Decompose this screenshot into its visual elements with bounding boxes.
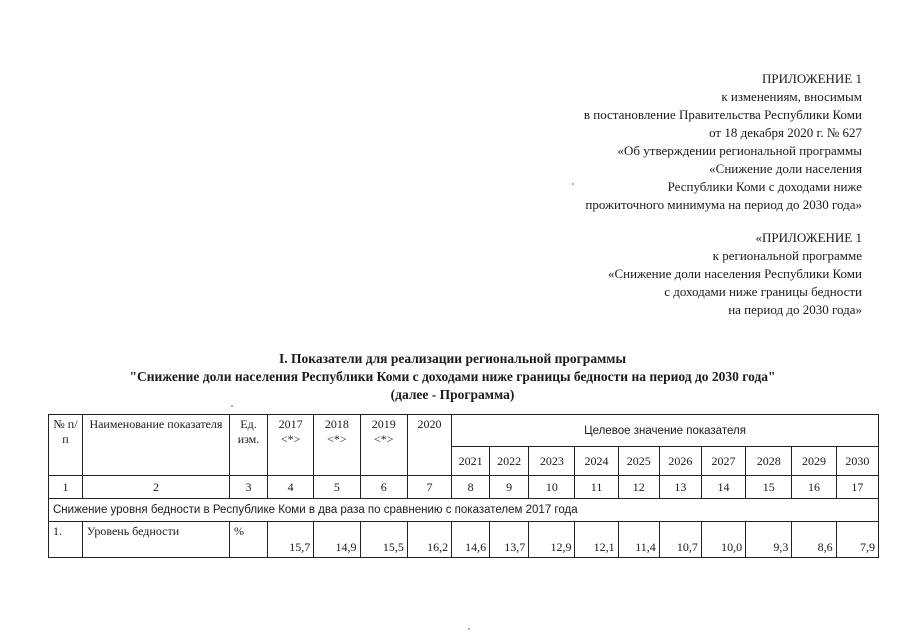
header-cell-name: Наименование показателя xyxy=(82,415,229,476)
heading-line: I. Показатели для реализации региональной программы xyxy=(279,351,626,366)
appendix-line: прожиточного минимума на период до 2030 года» xyxy=(585,197,862,212)
header-cell-unit: Ед. изм. xyxy=(229,415,267,476)
section-title-cell: Снижение уровня бедности в Республике Коми в два раза по сравнению с показателем 2017 года xyxy=(49,499,879,522)
value-cell: 15,5 xyxy=(360,522,407,558)
value-cell: 9,3 xyxy=(746,522,792,558)
column-number-cell: 17 xyxy=(836,476,878,499)
column-number-cell: 15 xyxy=(746,476,792,499)
header-cell-year: 2017 <*> xyxy=(268,415,314,476)
amendment-appendix-header xyxy=(584,70,862,214)
unit-cell: % xyxy=(229,522,267,558)
appendix-line: к региональной программе xyxy=(712,248,862,263)
target-year-cell: 2025 xyxy=(618,447,659,476)
target-year-cell: 2027 xyxy=(701,447,745,476)
header-cell-target: Целевое значение показателя xyxy=(452,415,879,447)
heading-line: "Снижение доли населения Республики Коми с доходами ниже границы бедности на период до 2030 года" xyxy=(129,369,776,384)
header-cell-number: № п/п xyxy=(49,415,83,476)
column-number-cell: 6 xyxy=(360,476,407,499)
program-appendix-header xyxy=(608,229,862,319)
header-cell-year: 2018 <*> xyxy=(314,415,360,476)
appendix-line: к изменениям, вносимым xyxy=(721,89,862,104)
value-cell: 10,7 xyxy=(659,522,701,558)
target-year-cell: 2023 xyxy=(529,447,575,476)
target-year-cell: 2029 xyxy=(792,447,836,476)
value-cell: 16,2 xyxy=(407,522,451,558)
target-year-cell: 2030 xyxy=(836,447,878,476)
value-cell: 10,0 xyxy=(701,522,745,558)
value-cell: 12,9 xyxy=(529,522,575,558)
appendix-line: в постановление Правительства Республики Коми xyxy=(583,107,862,122)
column-number-row xyxy=(49,476,879,499)
value-cell: 8,6 xyxy=(792,522,836,558)
value-cell: 13,7 xyxy=(490,522,529,558)
scan-speck xyxy=(572,183,574,185)
target-year-cell: 2021 xyxy=(452,447,490,476)
appendix-line: «Снижение доли населения Республики Коми xyxy=(608,266,862,281)
column-number-cell: 16 xyxy=(792,476,836,499)
header-cell-year: 2019 <*> xyxy=(360,415,407,476)
value-cell: 14,9 xyxy=(314,522,360,558)
appendix-line: с доходами ниже границы бедности xyxy=(664,284,862,299)
column-number-cell: 5 xyxy=(314,476,360,499)
column-number-cell: 14 xyxy=(701,476,745,499)
value-cell: 15,7 xyxy=(268,522,314,558)
column-number-cell: 12 xyxy=(618,476,659,499)
column-number-cell: 4 xyxy=(268,476,314,499)
column-number-cell: 7 xyxy=(407,476,451,499)
table-header-row xyxy=(49,415,879,447)
appendix-line: «Об утверждении региональной программы xyxy=(617,143,862,158)
section-heading xyxy=(0,350,905,404)
column-number-cell: 2 xyxy=(82,476,229,499)
target-year-cell: 2024 xyxy=(575,447,618,476)
column-number-cell: 10 xyxy=(529,476,575,499)
column-number-cell: 11 xyxy=(575,476,618,499)
indicators-table xyxy=(48,414,879,558)
column-number-cell: 1 xyxy=(49,476,83,499)
column-number-cell: 13 xyxy=(659,476,701,499)
value-cell: 7,9 xyxy=(836,522,878,558)
column-number-cell: 8 xyxy=(452,476,490,499)
target-year-cell: 2026 xyxy=(659,447,701,476)
appendix-line: «Снижение доли населения xyxy=(709,161,862,176)
appendix-line: от 18 декабря 2020 г. № 627 xyxy=(709,125,862,140)
header-cell-year: 2020 xyxy=(407,415,451,476)
target-year-cell: 2028 xyxy=(746,447,792,476)
heading-line: (далее - Программа) xyxy=(390,387,515,402)
value-cell: 14,6 xyxy=(452,522,490,558)
scan-speck xyxy=(231,405,233,407)
appendix-line: на период до 2030 года» xyxy=(728,302,862,317)
target-year-cell: 2022 xyxy=(490,447,529,476)
column-number-cell: 3 xyxy=(229,476,267,499)
row-number-cell: 1. xyxy=(49,522,83,558)
value-cell: 12,1 xyxy=(575,522,618,558)
table-row xyxy=(49,522,879,558)
indicator-name-cell: Уровень бедности xyxy=(82,522,229,558)
value-cell: 11,4 xyxy=(618,522,659,558)
appendix-line: «ПРИЛОЖЕНИЕ 1 xyxy=(755,230,862,245)
appendix-line: ПРИЛОЖЕНИЕ 1 xyxy=(762,71,862,86)
appendix-line: Республики Коми с доходами ниже xyxy=(667,179,862,194)
section-row xyxy=(49,499,879,522)
column-number-cell: 9 xyxy=(490,476,529,499)
scan-speck xyxy=(468,628,470,630)
